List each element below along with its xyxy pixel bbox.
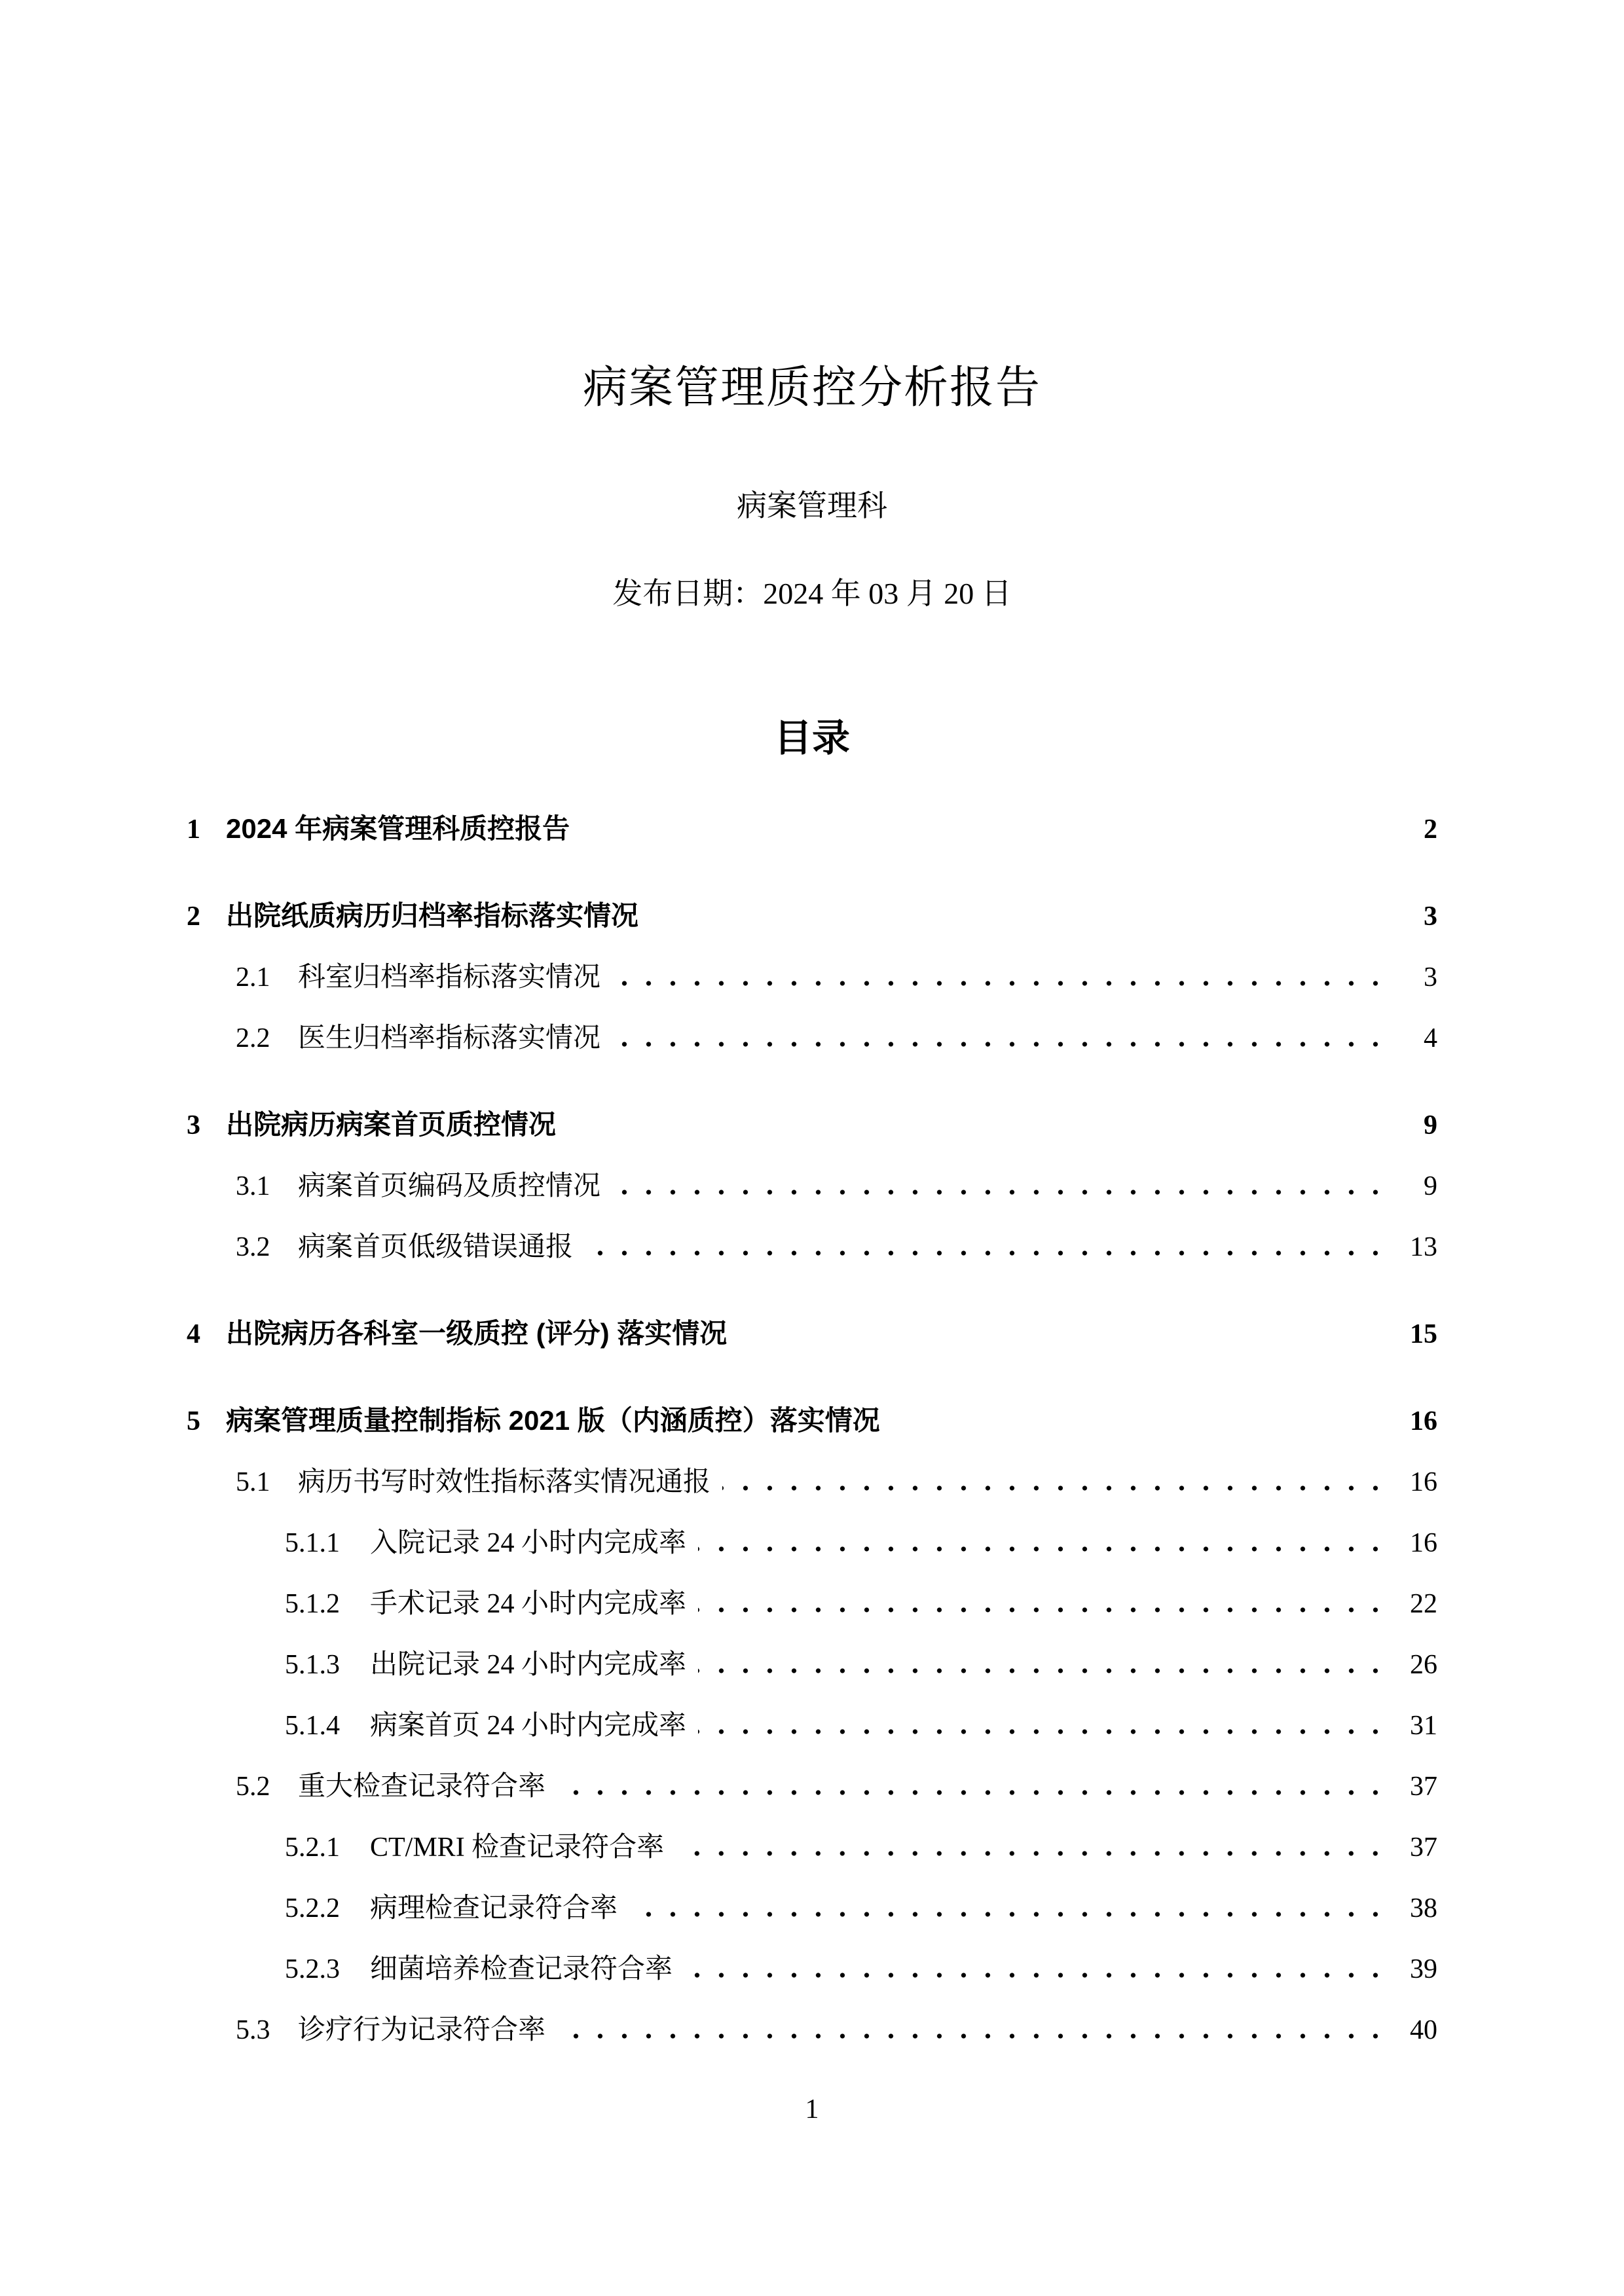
toc-entry [187, 1772, 1437, 1802]
toc-entry-title: 2024 年病案管理科质控报告 [226, 813, 570, 844]
toc-dot-leader [698, 1668, 1388, 1673]
toc-entry-title: 诊疗行为记录符合率 [298, 2015, 546, 2045]
toc-entry-number: 3.2 [236, 1232, 270, 1262]
toc-entry [187, 1893, 1437, 1923]
toc-entry-title: 细菌培养检查记录符合率 [370, 1954, 673, 1984]
toc-entry-title: 医生归档率指标落实情况 [298, 1023, 601, 1053]
toc-entry-title: 病案首页 24 小时内完成率 [370, 1711, 687, 1741]
toc-entry [187, 1589, 1437, 1619]
toc-dot-leader [612, 1190, 1388, 1195]
toc-entry-number: 4 [187, 1319, 200, 1349]
toc-entry-page: 37 [1410, 1832, 1437, 1863]
table-of-contents [187, 814, 1437, 2045]
toc-entry-page: 26 [1410, 1650, 1437, 1680]
toc-entry-page: 13 [1410, 1232, 1437, 1262]
toc-entry-page: 40 [1410, 2015, 1437, 2045]
toc-entry-page: 9 [1424, 1110, 1437, 1140]
toc-entry-title: CT/MRI 检查记录符合率 [370, 1832, 665, 1863]
toc-entry-page: 38 [1410, 1893, 1437, 1923]
toc-entry-title: 病案首页编码及质控情况 [298, 1171, 601, 1201]
toc-entry [187, 1467, 1437, 1497]
toc-entry-number: 5.1.2 [285, 1589, 340, 1619]
toc-entry-title: 病案管理质量控制指标 2021 版（内涵质控）落实情况 [226, 1405, 880, 1436]
toc-entry-number: 3 [187, 1110, 200, 1140]
toc-entry [187, 814, 1437, 845]
toc-entry-number: 1 [187, 814, 200, 845]
toc-entry-number: 5.3 [236, 2015, 270, 2045]
toc-entry-number: 5.2.1 [285, 1832, 340, 1863]
toc-entry-title: 出院记录 24 小时内完成率 [370, 1650, 687, 1680]
toc-entry-page: 31 [1410, 1711, 1437, 1741]
toc-entry [187, 1650, 1437, 1680]
toc-entry-page: 15 [1410, 1319, 1437, 1349]
toc-entry-page: 4 [1424, 1023, 1437, 1053]
toc-entry [187, 1023, 1437, 1053]
toc-entry-title: 出院病历病案首页质控情况 [226, 1109, 557, 1140]
toc-dot-leader [585, 1250, 1388, 1256]
toc-entry-title: 病案首页低级错误通报 [298, 1232, 574, 1262]
toc-heading: 目录 [773, 717, 850, 759]
toc-entry-number: 5 [187, 1406, 200, 1436]
toc-dot-leader [650, 920, 1388, 925]
toc-entry-page: 22 [1410, 1589, 1437, 1619]
toc-entry [187, 1232, 1437, 1262]
toc-entry-number: 5.2.2 [285, 1893, 340, 1923]
document-title: 病案管理质控分析报告 [582, 363, 1041, 412]
toc-entry [187, 1832, 1437, 1863]
toc-entry-number: 5.1.4 [285, 1711, 340, 1741]
document-date: 发布日期：2024 年 03 月 20 日 [612, 577, 1012, 610]
toc-dot-leader [612, 981, 1388, 986]
toc-dot-leader [684, 1973, 1388, 1978]
toc-dot-leader [722, 1485, 1388, 1491]
toc-dot-leader [557, 2033, 1388, 2039]
toc-dot-leader [739, 1338, 1388, 1343]
toc-entry [187, 1954, 1437, 1984]
toc-entry-number: 3.1 [236, 1171, 270, 1201]
toc-entry [187, 1171, 1437, 1201]
toc-entry [187, 1528, 1437, 1558]
toc-dot-leader [581, 833, 1388, 838]
toc-entry [187, 2015, 1437, 2045]
toc-entry [187, 901, 1437, 932]
toc-entry-number: 5.1 [236, 1467, 270, 1497]
toc-entry-number: 2 [187, 902, 200, 932]
document-subtitle: 病案管理科 [737, 489, 887, 522]
toc-entry-number: 2.2 [236, 1023, 270, 1053]
toc-entry-title: 病历书写时效性指标落实情况通报 [298, 1467, 711, 1497]
toc-entry-title: 手术记录 24 小时内完成率 [370, 1589, 687, 1619]
toc-dot-leader [612, 1042, 1388, 1047]
toc-entry [187, 962, 1437, 993]
toc-dot-leader [698, 1729, 1388, 1734]
toc-entry-page: 16 [1410, 1406, 1437, 1436]
toc-entry-title: 科室归档率指标落实情况 [298, 962, 601, 993]
toc-entry-number: 5.2.3 [285, 1954, 340, 1984]
toc-entry-page: 3 [1424, 902, 1437, 932]
toc-entry-page: 16 [1410, 1528, 1437, 1558]
toc-dot-leader [629, 1912, 1388, 1917]
toc-entry-page: 2 [1424, 814, 1437, 845]
toc-dot-leader [557, 1790, 1388, 1795]
toc-dot-leader [698, 1546, 1388, 1552]
toc-entry-number: 5.1.3 [285, 1650, 340, 1680]
toc-entry-page: 3 [1424, 962, 1437, 993]
page-number: 1 [805, 2094, 819, 2124]
toc-entry [187, 1319, 1437, 1349]
toc-entry-title: 病理检查记录符合率 [370, 1893, 618, 1923]
toc-dot-leader [568, 1129, 1388, 1134]
toc-entry [187, 1110, 1437, 1140]
toc-entry-title: 重大检查记录符合率 [298, 1772, 546, 1802]
toc-entry-page: 9 [1424, 1171, 1437, 1201]
toc-entry [187, 1406, 1437, 1436]
toc-entry [187, 1711, 1437, 1741]
toc-entry-title: 出院病历各科室一级质控 (评分) 落实情况 [226, 1318, 728, 1349]
toc-dot-leader [892, 1425, 1388, 1430]
toc-entry-number: 2.1 [236, 962, 270, 993]
toc-entry-page: 39 [1410, 1954, 1437, 1984]
toc-entry-title: 出院纸质病历归档率指标落实情况 [226, 900, 639, 931]
toc-dot-leader [698, 1607, 1388, 1613]
toc-entry-page: 37 [1410, 1772, 1437, 1802]
toc-entry-number: 5.2 [236, 1772, 270, 1802]
toc-entry-number: 5.1.1 [285, 1528, 340, 1558]
toc-entry-title: 入院记录 24 小时内完成率 [370, 1528, 687, 1558]
toc-entry-page: 16 [1410, 1467, 1437, 1497]
toc-dot-leader [676, 1851, 1388, 1856]
